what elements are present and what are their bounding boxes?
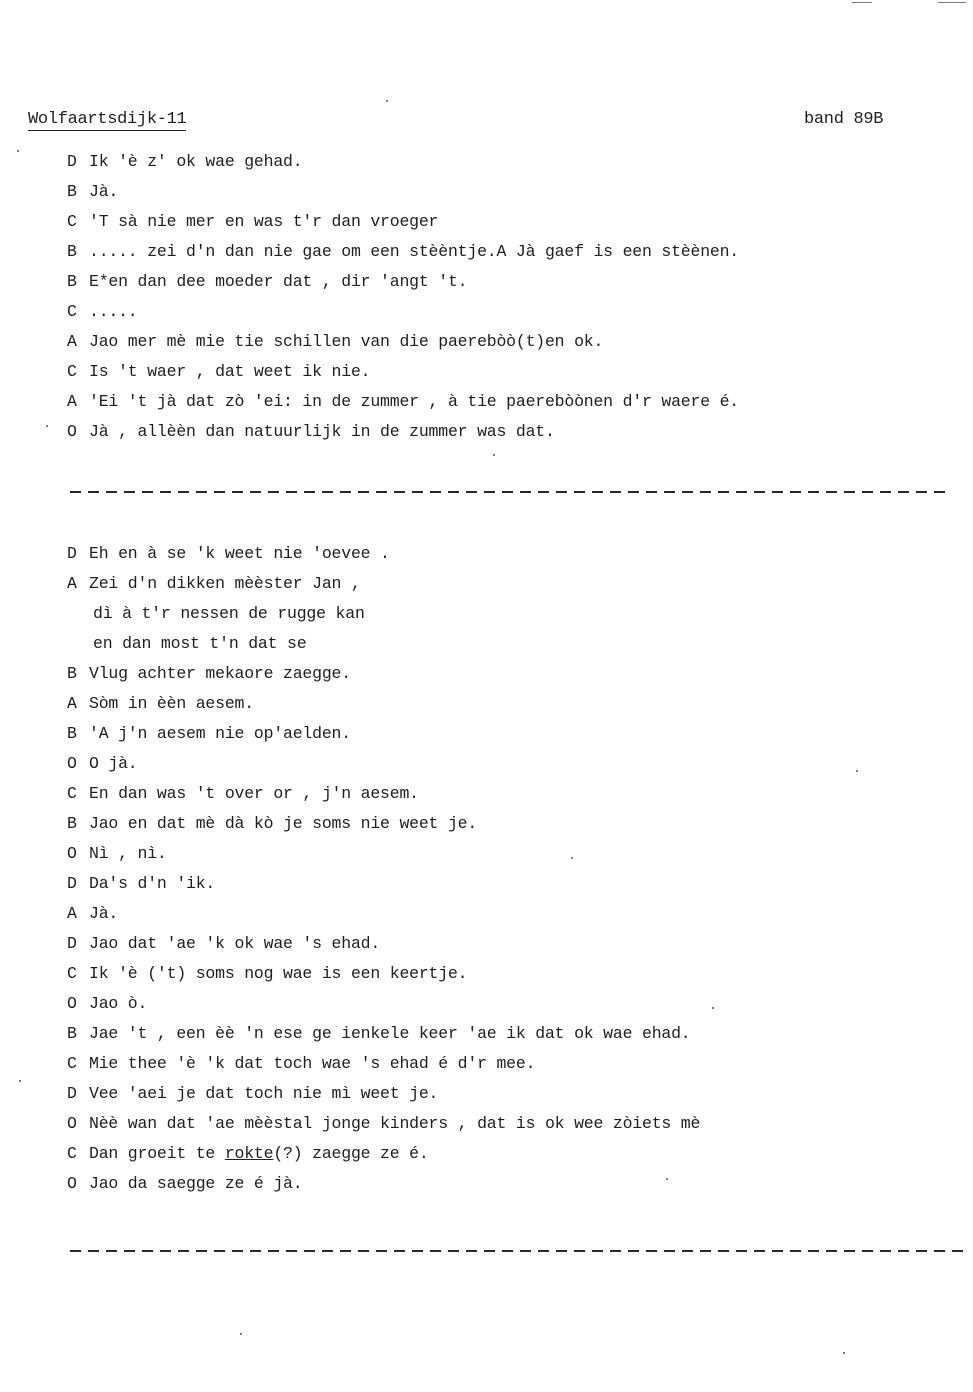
speaker-label: D <box>67 152 77 171</box>
scan-speck <box>571 857 573 859</box>
utterance: Jao dat 'ae 'k ok wae 's ehad. <box>89 934 381 953</box>
dialogue-line <box>67 360 947 390</box>
dialogue-line <box>67 782 947 812</box>
speaker-label: C <box>67 302 77 321</box>
utterance: Jao da saegge ze é jà. <box>89 1174 303 1193</box>
utterance: Jao ò. <box>89 994 148 1013</box>
speaker-label: B <box>67 814 77 833</box>
speaker-label: C <box>67 362 77 381</box>
utterance-pre: Dan groeit te <box>89 1144 225 1163</box>
utterance: E*en dan dee moeder dat , dir 'angt 't. <box>89 272 468 291</box>
scan-speck <box>856 770 858 772</box>
utterance: Ik 'è ('t) soms nog wae is een keertje. <box>89 964 468 983</box>
speaker-label: O <box>67 1174 77 1193</box>
utterance: ..... <box>89 302 138 321</box>
speaker-label: C <box>67 964 77 983</box>
scan-speck <box>493 454 495 456</box>
scan-speck <box>712 1007 714 1009</box>
utterance: Jà. <box>89 182 119 201</box>
dialogue-line <box>67 902 947 932</box>
section-divider <box>70 1250 970 1252</box>
dialogue-line-continuation <box>67 602 947 632</box>
speaker-label: B <box>67 724 77 743</box>
speaker-label: A <box>67 392 77 411</box>
utterance: En dan was 't over or , j'n aesem. <box>89 784 419 803</box>
speaker-label: O <box>67 754 77 773</box>
speaker-label: C <box>67 1144 77 1163</box>
uncertain-word: rokte <box>224 1144 274 1163</box>
dialogue-line <box>67 330 947 360</box>
utterance: Mie thee 'è 'k dat toch wae 's ehad é d'r mee. <box>89 1054 536 1073</box>
utterance: 'Ei 't jà dat zò 'ei: in de zummer , à tie paerebòònen d'r waere é. <box>89 392 740 411</box>
dialogue-line <box>67 390 947 420</box>
dialogue-line <box>67 1082 947 1112</box>
dialogue-line <box>67 210 947 240</box>
speaker-label: A <box>67 694 77 713</box>
dialogue-line <box>67 150 947 180</box>
speaker-label: O <box>67 994 77 1013</box>
utterance-post: (?) zaegge ze é. <box>273 1144 429 1163</box>
speaker-label: B <box>67 1024 77 1043</box>
speaker-label: O <box>67 1114 77 1133</box>
scan-mark <box>852 2 872 3</box>
speaker-label: C <box>67 1054 77 1073</box>
scan-speck <box>19 1080 21 1082</box>
speaker-label: B <box>67 242 77 261</box>
dialogue-line <box>67 240 947 270</box>
dialogue-line <box>67 1142 947 1172</box>
dialogue-line <box>67 1052 947 1082</box>
scan-speck <box>240 1333 242 1335</box>
dialogue-line <box>67 572 947 602</box>
utterance: Da's d'n 'ik. <box>89 874 216 893</box>
speaker-label: B <box>67 664 77 683</box>
utterance: dì à t'r nessen de rugge kan <box>93 604 365 623</box>
speaker-label: A <box>67 904 77 923</box>
utterance: Jao en dat mè dà kò je soms nie weet je. <box>89 814 478 833</box>
dialogue-line <box>67 662 947 692</box>
speaker-label: D <box>67 874 77 893</box>
utterance: Is 't waer , dat weet ik nie. <box>89 362 371 381</box>
dialogue-line <box>67 992 947 1022</box>
utterance: Sòm in èèn aesem. <box>89 694 254 713</box>
scan-speck <box>666 1178 668 1180</box>
dialogue-line <box>67 692 947 722</box>
dialogue-line-continuation <box>67 632 947 662</box>
dialogue-line <box>67 420 947 450</box>
scan-speck <box>46 425 48 427</box>
speaker-label: D <box>67 544 77 563</box>
dialogue-line <box>67 542 947 572</box>
utterance: 'A j'n aesem nie op'aelden. <box>89 724 351 743</box>
tape-label: band 89B <box>804 110 884 129</box>
speaker-label: A <box>67 574 77 593</box>
document-title: Wolfaartsdijk-11 <box>28 110 187 129</box>
speaker-label: A <box>67 332 77 351</box>
transcript-section-2 <box>67 542 947 1202</box>
speaker-label: C <box>67 784 77 803</box>
speaker-label: D <box>67 934 77 953</box>
dialogue-line <box>67 1172 947 1202</box>
dialogue-line <box>67 872 947 902</box>
utterance: Ik 'è z' ok wae gehad. <box>89 152 303 171</box>
utterance: Nèè wan dat 'ae mèèstal jonge kinders , dat is ok wee zòiets mè <box>89 1114 701 1133</box>
utterance: en dan most t'n dat se <box>93 634 307 653</box>
dialogue-line <box>67 1022 947 1052</box>
utterance: Jà. <box>89 904 119 923</box>
utterance: Zei d'n dikken mèèster Jan , <box>89 574 361 593</box>
dialogue-line <box>67 1112 947 1142</box>
utterance: O jà. <box>89 754 138 773</box>
scan-speck <box>17 150 19 152</box>
dialogue-line <box>67 722 947 752</box>
scan-speck <box>386 100 388 102</box>
utterance: Jao mer mè mie tie schillen van die paerebòò(t)en ok. <box>89 332 604 351</box>
speaker-label: O <box>67 422 77 441</box>
speaker-label: O <box>67 844 77 863</box>
speaker-label: D <box>67 1084 77 1103</box>
section-divider <box>70 491 946 493</box>
speaker-label: B <box>67 182 77 201</box>
speaker-label: C <box>67 212 77 231</box>
dialogue-line <box>67 180 947 210</box>
transcript-section-1 <box>67 150 947 450</box>
dialogue-line <box>67 962 947 992</box>
scan-speck <box>843 1352 845 1354</box>
utterance: 'T sà nie mer en was t'r dan vroeger <box>89 212 439 231</box>
utterance: ..... zei d'n dan nie gae om een stèèntje.A Jà gaef is een stèènen. <box>89 242 740 261</box>
dialogue-line <box>67 300 947 330</box>
dialogue-line <box>67 752 947 782</box>
utterance: Jà , allèèn dan natuurlijk in de zummer was dat. <box>89 422 555 441</box>
dialogue-line <box>67 932 947 962</box>
dialogue-line <box>67 842 947 872</box>
utterance: Vee 'aei je dat toch nie mì weet je. <box>89 1084 439 1103</box>
scan-mark <box>938 2 966 3</box>
utterance: Eh en à se 'k weet nie 'oevee . <box>89 544 390 563</box>
utterance: Vlug achter mekaore zaegge. <box>89 664 351 683</box>
utterance: Jae 't , een èè 'n ese ge ienkele keer 'ae ik dat ok wae ehad. <box>89 1024 691 1043</box>
utterance: Nì , nì. <box>89 844 167 863</box>
speaker-label: B <box>67 272 77 291</box>
dialogue-line <box>67 270 947 300</box>
dialogue-line <box>67 812 947 842</box>
